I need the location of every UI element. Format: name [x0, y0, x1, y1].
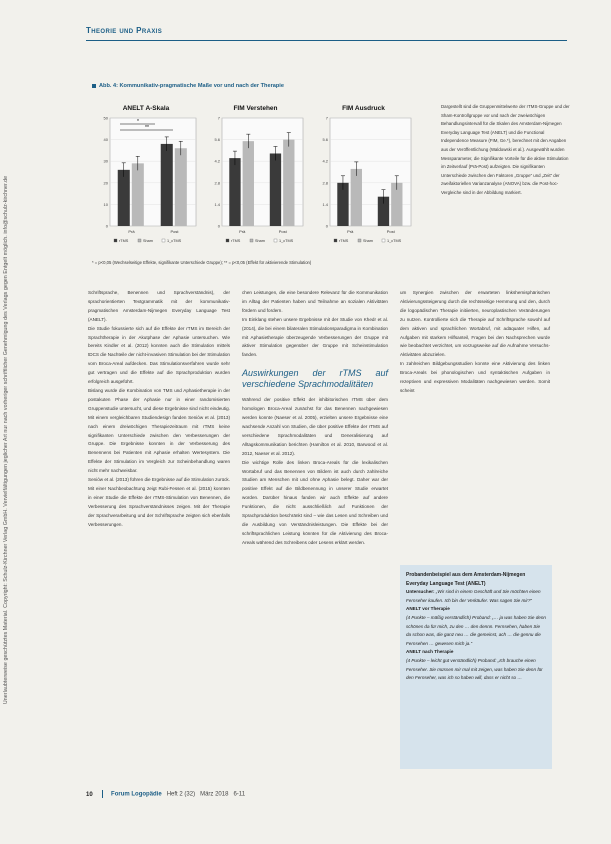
legend-label: rTMS: [339, 239, 349, 243]
category-label: Post: [278, 229, 287, 234]
legend-swatch: [334, 239, 337, 242]
journal-name: Forum Logopädie: [111, 791, 162, 798]
paragraph: Die wichtige Rolle des linken Broca-Areals für die lexikalischen Wortabruf und das Benennen von Bildern ist auch durch zahlreiche Studien am Menschen mit und ohne Aphasie belegt. Daher war der positive Effekt auf die Bildbenennung in unserer Studie erwartet worden. Darüber hinaus fanden wir auch Effekte auf andere Funktionen, die nicht ausschließlich auf Funktionen der Sprachproduktion beschränkt sind – wie das Lesen und Schreiben und die Ausbildung von Verständnisleistungen. Die Effekte bei der schriftsprachlichen Leistung könnten für die Aktivierung des Broca-Areals während des Schreibens oder Lesens erklärt werden.: [242, 459, 388, 545]
text-column-3: [400, 289, 550, 396]
tick-label: 4.2: [322, 158, 328, 164]
legend-swatch: [138, 239, 141, 242]
info-box-title: Probandenbeispiel aus dem Amsterdam-Nijmegen Everyday Language Test (ANELT): [406, 572, 526, 587]
figure-caption: [92, 83, 284, 89]
legend-swatch: [250, 239, 253, 242]
issue: Heft 2 (32): [166, 791, 196, 798]
significance-marker: **: [145, 125, 149, 131]
page-range: 6-11: [233, 791, 246, 798]
paragraph: Während der positive Effekt der inhibitorischen rTMS über dem homologen Broca-Areal zunächst für das Benennen nachgewiesen werden konnte (Naeser et al. 2005), erzielten unsere Ergebnisse eine wachsende Anzahl von Studien, die über positive Effekte der rTMS auf verschiedene Sprachmodalitäten und Generalisierung auf Alltagskommunikation berichten (Hamilton et al. 2010, Barwood et al. 2012, Naeser et al. 2012).: [242, 397, 388, 456]
figure-description: Dargestellt sind die Gruppenmittelwerte der rTMS-Gruppe und der Sham-Kontrollgruppe vor und nach der zweiwöchigen Behandlungsintervall für die Skalen des Amsterdam-Nijmegen Everyday Language Test (ANELT) und die Functional Independence Measure (FIM, Ge.*), berechnet mit den Angaben aus der Veröffentlichung (Waldowski et al.). Ausgewählt wurden Messparameter, die Signifikante Vorteile für die aktive Stimulation im Zeitverlauf (Prä-Post) aufzeigten. Die signifikanten Unterschiede zwischen den Faktoren „Gruppe“ und „Zeit“ der zweifaktoriellen Varianzanalyse (ANOVA) bzw. die Post-hoc-Vergleiche sind in der Abbildung markiert.: [441, 104, 570, 195]
tick-label: 5.6: [322, 137, 328, 143]
figure-charts: [86, 96, 431, 274]
after-therapy-text: (4 Punkte – leicht gut verständlich) Proband: „Ich brauche einen Fernseher. Sie müssen mir mal mit zeigen, was haben Sie denn für den Fernseher, was ich so haben will, dass er nicht so …: [406, 657, 543, 681]
legend-swatch: [114, 239, 117, 242]
tick-label: 0: [105, 223, 108, 229]
text-column-1: [88, 289, 230, 529]
tick-label: 2.8: [322, 180, 328, 186]
tick-label: 4.2: [214, 158, 220, 164]
prompt-text: „Wir sind in einem Geschäft und Sie möchten einen Fernseher kaufen. Ich bin der Verkäufer. Was sagen Sie mir?“: [406, 589, 541, 603]
legend-swatch: [162, 239, 165, 242]
paragraph: chen Leistungen, die eine besondere Relevanz für die Kommunikation im Alltag der Patienten haben und Teilnahme an sozialen Aktivitäten fördern und fordern.: [242, 290, 388, 313]
copyright-notice: Unerlaubterweise geschütztes Material. Copyright: Schulz-Kirchner Verlag GmbH. Vervielfältigungen jeglicher Art nur nach vorheriger schriftlicher Genehmigung des Verlags gegen Entgelt möglich. info@schulz-kirchner.de: [3, 175, 10, 705]
tick-label: 50: [103, 115, 108, 121]
header-divider: [86, 40, 567, 41]
legend-swatch: [274, 239, 277, 242]
bar: [283, 140, 294, 226]
category-label: Post: [386, 229, 395, 234]
chart-title: FIM Verstehen: [233, 105, 278, 112]
tick-label: 40: [103, 137, 108, 143]
issue-date: März 2018: [200, 791, 229, 798]
before-therapy-label: ANELT vor Therapie: [406, 606, 450, 612]
paragraph: Seniów et al. (2013) führen die Ergebnisse auf die Stimulation zurück. Mit einer Nachbeobachtung zeigt Rubi-Fessen et al. (2015) konnten in einer Studie die Effekte der rTMS-Stimulation von Benennen, die Verbesserung des Sprachverständnisses zeigen. Mit der Therapie der Sprachverarbeitung und der Schriftsprache zeigten sich ebenfalls Verbesserungen.: [88, 477, 230, 527]
before-therapy-text: (4 Punkte – mäßig verständlich) Proband: „… ja was haben Sie denn schönes da für mich, zu den … den dennn. Fernsehen, haben Sie da schon was, die ganz neu … die gemeinst, ach … die gennu die Fernsehen … gewesen mich ja.“: [406, 614, 546, 646]
tick-label: 1.4: [322, 201, 328, 207]
legend-swatch: [358, 239, 361, 242]
bar: [229, 158, 240, 226]
category-label: Prä: [128, 229, 135, 234]
bar: [270, 153, 281, 226]
caption-square-icon: [92, 84, 96, 88]
figure-footnote: * = p<0,05 (Wechselseitige Effekte, signifikante Unterschiede Gruppe); ** = p<0,05 (Effekt für aktivierende Stimulation): [92, 260, 312, 265]
bar: [243, 141, 254, 226]
legend-label: Sham: [255, 239, 265, 243]
prompt-label: Untersucher:: [406, 589, 435, 595]
legend-label: 1_cTMS: [279, 239, 294, 243]
chart-title: ANELT A-Skala: [122, 105, 170, 112]
page-footer: [86, 790, 245, 798]
paragraph: um Synergien zwischen der erwarteten linkshemisphärischen Aktivierungssteigerung durch die rechtsseitige Hemmung und den, durch die logopädischen Therapie initiierten, neuroplastischen Veränderungen zu nutzen. Kontrollierte sich die Therapie auf Schriftsprache sowohl auf dem aktiven und sprachlichen Wortabruf, mit adäquater Hilfen, auf Aufgaben mit starkem Hilfsanteil, Fragen bei den Nachsprechen wurde wie beobachtet verzichtet, um vorzugsweise auf die Aufnahme Versuchs-Aktivitäten abzuzielen.: [400, 290, 550, 358]
bar: [132, 163, 144, 226]
legend-label: 1_cTMS: [167, 239, 182, 243]
paragraph: Die Studie fokussierte sich auf die Effekte der rTMS im Bereich der Sprachtherapie in der Akutphase der Aphasie untersuchen. Wie bereits Kindler et al. (2012) konnten auch die Stimulation mittels tDCS die Nachteile der nicht-invasiven Stimulation bei der Stimulation vom Broca-Areal aufdecken. Das Stimulationsverfahren wurde sehr gut vertragen und die Effekte auf die Sprachproduktion wurden erfolgreich ausgeführt.: [88, 325, 230, 385]
page-number: 10: [86, 791, 93, 798]
tick-label: 1.4: [214, 201, 220, 207]
section-title: Theorie und Praxis: [86, 26, 163, 35]
legend-swatch: [382, 239, 385, 242]
paragraph: In zahlreichen Bildgebungsstudien konnte eine Aktivierung des linken Broca-Areals bei phonologischen und syntaktischen Aufgaben in rezeptiven und expressiven Modalitäten nachgewiesen werden. Somit scheint: [400, 361, 550, 393]
text-column-2: [242, 289, 388, 548]
side-copyright-strip: [0, 60, 12, 820]
paragraph: Im Einklang stehen unsere Ergebnisse mit der Studie von Khedr et al. (2014), die bei einem bilateralen Stimulationsparadigma in Kombination mit Aphasietherapie überzeugende Verbesserungen der Gruppe mit aktiver Stimulation gegenüber der Gruppe mit Scheinstimulation fanden.: [242, 316, 388, 358]
figure-caption-text: Abb. 4: Kommunikativ-pragmatische Maße vor und nach der Therapie: [99, 83, 284, 89]
section-heading: Auswirkungen der rTMS auf verschiedene Sprachmodalitäten: [242, 368, 388, 390]
bar: [118, 170, 130, 226]
legend-label: Sham: [143, 239, 153, 243]
bar: [351, 169, 362, 226]
footer-divider: [102, 790, 103, 798]
bar: [175, 148, 187, 226]
significance-marker: *: [137, 119, 139, 125]
tick-label: 30: [103, 158, 108, 164]
chart-title: FIM Ausdruck: [342, 105, 385, 112]
tick-label: 20: [103, 180, 108, 186]
tick-label: 0: [325, 223, 328, 229]
legend-swatch: [226, 239, 229, 242]
tick-label: 7: [325, 115, 328, 121]
category-label: Prä: [347, 229, 354, 234]
bar: [161, 144, 173, 226]
paragraph: Bislang wurde die Kombination von TMS und Aphasietherapie in der postakuten Phase der Aphasie nur in einer randomisierten Gruppenstudie untersucht, und diese Ergebnisse sind nicht eindeutig. Mit einem vergleichbaren Studiendesign fanden Seniów et al. (2013) nach einem dreiwöchigen Therapiezeitraum mit rTMS keine signifikanten Unterschiede zwischen den Verbesserungen der Gruppe. Die Ergebnisse konnten in der Verbesserung des Benennens bei Patienten mit Aphasie erhalten Wertesystem. Die Effekte der Stimulation im Vergleich zur Scheinbehandlung waren nicht mehr nachweisbar.: [88, 387, 230, 474]
tick-label: 7: [217, 115, 220, 121]
legend-label: rTMS: [119, 239, 129, 243]
legend-label: rTMS: [231, 239, 241, 243]
page-header: [86, 26, 567, 35]
category-label: Prä: [239, 229, 246, 234]
tick-label: 0: [217, 223, 220, 229]
paragraph: Schriftsprache, Benennen und Sprachverständnis), der sprachorientierten Textgrammatik mit der kommunikativ-pragmatischen Amsterdam-Nijmegen Everyday Language Test (ANELT).: [88, 290, 230, 322]
tick-label: 10: [103, 201, 108, 207]
category-label: Post: [170, 229, 179, 234]
example-info-box: [400, 565, 552, 769]
tick-label: 5.6: [214, 137, 220, 143]
tick-label: 2.8: [214, 180, 220, 186]
after-therapy-label: ANELT nach Therapie: [406, 649, 454, 655]
legend-label: 1_cTMS: [387, 239, 402, 243]
legend-label: Sham: [363, 239, 373, 243]
